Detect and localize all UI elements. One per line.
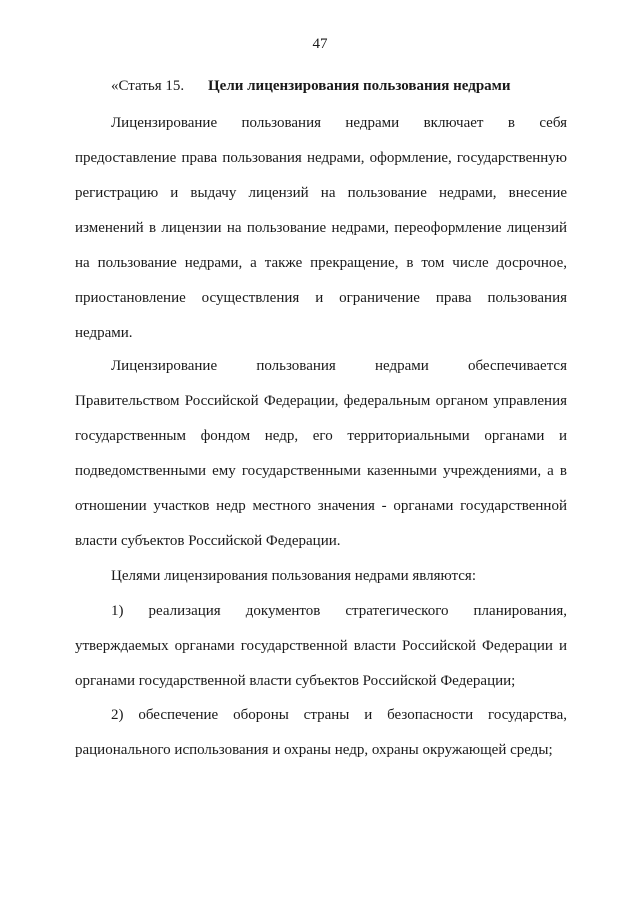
- paragraph-3-line-1: Целями лицензирования пользования недрами являются:: [111, 568, 476, 584]
- paragraph-5-line-1: 2) обеспечение обороны страны и безопасности государства,: [111, 707, 567, 723]
- paragraph-2-line-1: Лицензирование пользования недрами обеспечивается: [111, 358, 567, 374]
- paragraph-5-line-2: рационального использования и охраны недр, охраны окружающей среды;: [75, 742, 553, 758]
- paragraph-1-line-1: Лицензирование пользования недрами включает в себя: [111, 115, 567, 131]
- paragraph-1-line-5: на пользование недрами, а также прекращение, в том числе досрочное,: [75, 255, 567, 271]
- paragraph-1-line-2: предоставление права пользования недрами, оформление, государственную: [75, 150, 567, 166]
- article-title: Цели лицензирования пользования недрами: [208, 78, 511, 94]
- paragraph-4-line-3: органами государственной власти субъектов Российской Федерации;: [75, 673, 516, 689]
- paragraph-1-line-4: изменений в лицензии на пользование недрами, переоформление лицензий: [75, 220, 567, 236]
- paragraph-2-line-4: подведомственными ему государственными казенными учреждениями, а в: [75, 463, 567, 479]
- paragraph-4-line-1: 1) реализация документов стратегического планирования,: [111, 603, 567, 619]
- paragraph-1-line-6: приостановление осуществления и ограничение права пользования: [75, 290, 567, 306]
- page-number: 47: [312, 36, 328, 52]
- article-heading: [111, 78, 511, 95]
- paragraph-2-line-2: Правительством Российской Федерации, федеральным органом управления: [75, 393, 567, 409]
- article-number: «Статья 15.: [111, 78, 185, 94]
- paragraph-1-line-7: недрами.: [75, 325, 133, 341]
- paragraph-1-line-3: регистрацию и выдачу лицензий на пользование недрами, внесение: [75, 185, 567, 201]
- paragraph-2-line-5: отношении участков недр местного значения - органами государственной: [75, 498, 567, 514]
- paragraph-4-line-2: утверждаемых органами государственной власти Российской Федерации и: [75, 638, 567, 654]
- paragraph-2-line-3: государственным фондом недр, его территориальными органами и: [75, 428, 567, 444]
- paragraph-2-line-6: власти субъектов Российской Федерации.: [75, 533, 341, 549]
